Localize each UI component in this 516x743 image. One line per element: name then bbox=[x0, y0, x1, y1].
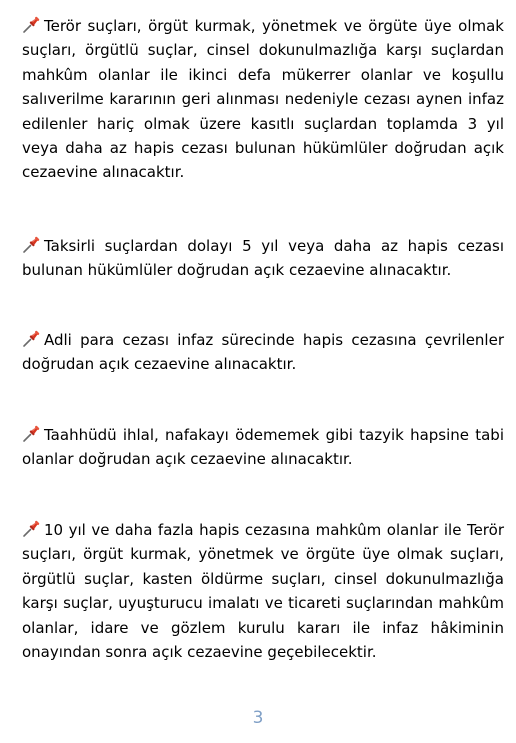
item-text: Terör suçları, örgüt kurmak, yönetmek ve örgüte üye olmak suçları, örgütlü suçlar, cinsel dokunulmazlığa karşı suçlardan mahkûm olanlar ile ikinci defa mükerrer olanlar ve koşullu salıverilme kararının geri alınması nedeniyle cezası aynen infaz edilenler hariç olmak üzere kasıtlı suçlardan toplamda 3 yıl veya daha az hapis cezası bulunan hükümlüler doğrudan açık cezaevine alınacaktır. bbox=[22, 17, 504, 182]
list-item bbox=[22, 518, 504, 664]
pushpin-icon bbox=[22, 328, 42, 348]
item-text: Adli para cezası infaz sürecinde hapis cezasına çevrilenler doğrudan açık cezaevine alınacaktır. bbox=[22, 331, 504, 374]
pushpin-icon bbox=[22, 518, 42, 538]
item-text: 10 yıl ve daha fazla hapis cezasına mahkûm olanlar ile Terör suçları, örgüt kurmak, yönetmek ve örgüte üye olmak suçları, örgütlü suçlar, kasten öldürme suçları, cinsel dokunulmazlığa karşı suçlar, uyuşturucu imalatı ve ticareti suçlarından mahkûm olanlar, idare ve gözlem kurulu kararı ile infaz hâkiminin onayından sonra açık cezaevine geçebilecektir. bbox=[22, 521, 504, 662]
pushpin-icon bbox=[22, 234, 42, 254]
list-item bbox=[22, 423, 504, 472]
item-text: Taksirli suçlardan dolayı 5 yıl veya daha az hapis cezası bulunan hükümlüler doğrudan açık cezaevine alınacaktır. bbox=[22, 237, 504, 280]
list-item bbox=[22, 14, 504, 185]
item-text: Taahhüdü ihlal, nafakayı ödememek gibi tazyik hapsine tabi olanlar doğrudan açık cezaevine alınacaktır. bbox=[22, 426, 504, 469]
list-item bbox=[22, 234, 504, 283]
pushpin-icon bbox=[22, 423, 42, 443]
page-number: 3 bbox=[252, 708, 264, 728]
list-item bbox=[22, 328, 504, 377]
pushpin-icon bbox=[22, 14, 42, 34]
